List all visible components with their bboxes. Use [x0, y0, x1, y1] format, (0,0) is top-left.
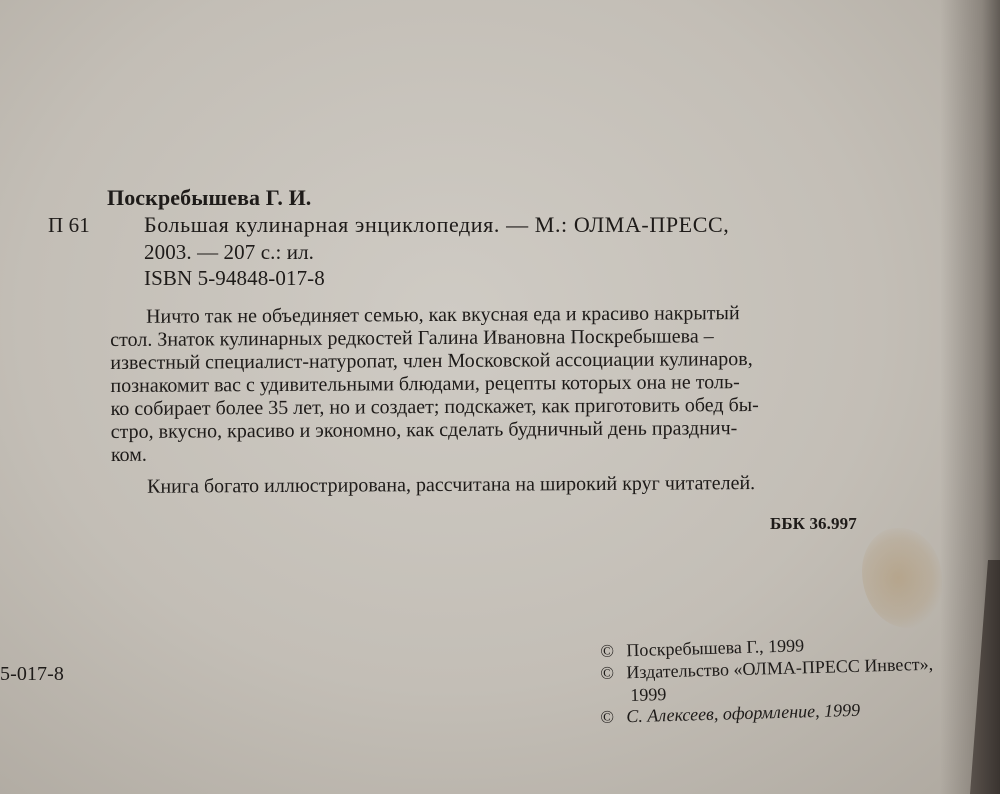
title-line-1: Большая кулинарная энциклопедия. — М.: ОЛМА-ПРЕСС, — [144, 212, 730, 237]
annotation-line: стро, вкусно, красиво и экономно, как сделать будничный день празднич- — [110, 417, 738, 443]
bbk-code: ББК 36.997 — [770, 514, 857, 533]
author-name: Поскребышева Г. И. — [107, 185, 312, 210]
annotation-line: ко собирает более 35 лет, но и создает; подскажет, как приготовить обед бы- — [110, 394, 759, 420]
annotation — [110, 301, 870, 498]
annotation-line: Ничто так не объединяет семью, как вкусная еда и красиво накрытый — [145, 302, 740, 328]
annotation-line: известный специалист-натуропат, член Московской ассоциации кулинаров, — [110, 348, 753, 374]
isbn: ISBN 5-94848-017-8 — [144, 266, 325, 290]
annotation-line: стол. Знаток кулинарных редкостей Галина Ивановна Поскребышева – — [110, 325, 714, 351]
copyright-text: Поскребышева Г., 1999 — [626, 635, 805, 661]
annotation-line: познакомит вас с удивительными блюдами, рецепты которых она не толь- — [110, 371, 740, 397]
paper-stain — [862, 528, 942, 628]
annotation-paragraph-2: Книга богато иллюстрирована, рассчитана на широкий круг читателей. — [147, 472, 756, 498]
annotation-line: ком. — [110, 443, 147, 466]
copyright-symbol: © — [600, 640, 615, 661]
copyright-year — [630, 683, 667, 706]
copyright-text: С. Алексеев, оформление, 1999 — [626, 699, 861, 727]
copyright-text: 1999 — [630, 683, 667, 705]
neighbour-page-fragment: 5-017-8 — [0, 663, 65, 685]
catalog-code: П 61 — [48, 213, 90, 237]
copyright-text: Издательство «ОЛМА-ПРЕСС Инвест», — [626, 653, 934, 683]
copyright-symbol: © — [600, 662, 615, 683]
copyright-symbol: © — [600, 706, 615, 727]
title-line-2: 2003. — 207 с.: ил. — [144, 240, 315, 264]
